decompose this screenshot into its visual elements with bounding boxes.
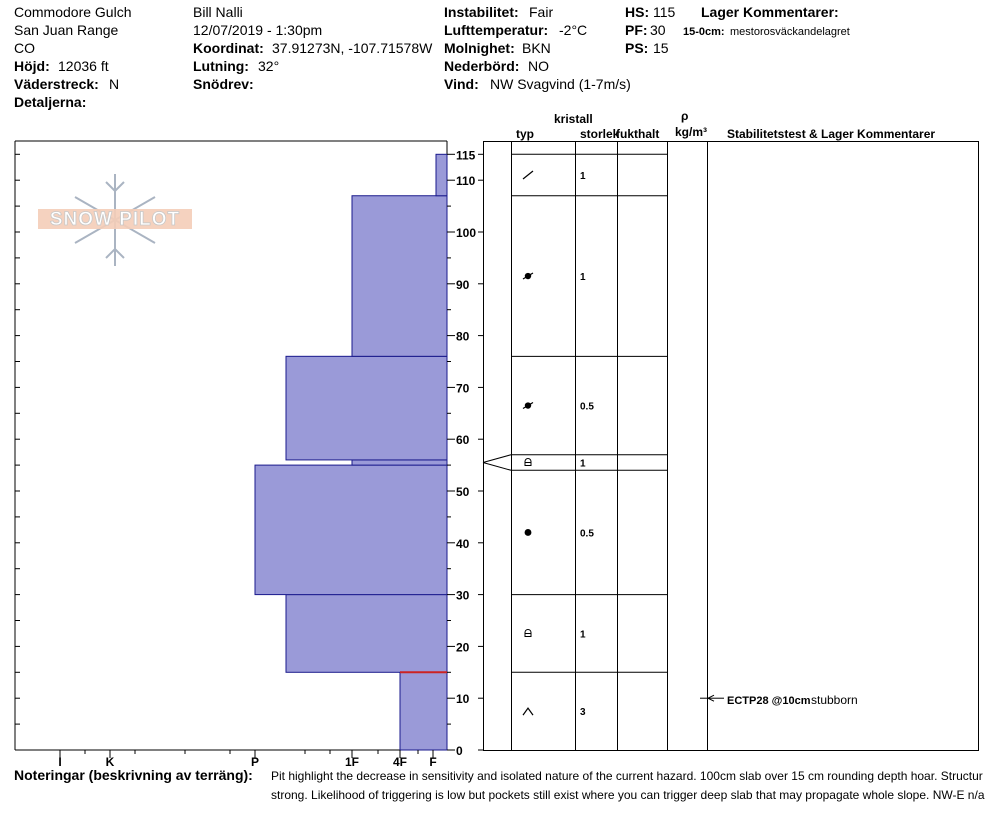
stability: Fair [529,4,554,20]
ps-label: PS: [625,40,649,56]
layer-comment-text: mestorosväckandelagret [730,26,850,38]
col-rho: ρ [681,109,689,123]
wind-label: Vind: [444,76,479,92]
sky: BKN [522,40,551,56]
depth-tick-label: 50 [456,485,470,499]
col-storlek: storlek [580,127,620,141]
depth-tick-label: 100 [456,226,477,240]
ps: 15 [653,40,669,56]
test-result-label: ECTP28 @10cm [727,695,811,707]
hardness-tick-label: 4F [392,755,408,769]
aspect-label: Väderstreck: [14,76,99,92]
state: CO [14,40,35,56]
hs-label: HS: [625,4,650,20]
elevation: 12036 ft [58,58,109,74]
depth-tick-label: 60 [456,433,470,448]
layer-size-1: 1 [580,272,586,284]
depth-tick-label: 115 [456,148,476,163]
layer-size-2: 0.5 [580,401,594,413]
hardness-tick-label: P [250,755,260,769]
logo-text: SNOW PILOT [49,209,181,230]
elevation-label: Höjd: [14,58,50,74]
layer-size-3: 1 [580,458,586,470]
depth-tick-label: 90 [456,277,470,292]
hardness-bar-0 [400,672,447,750]
notes-line-2: strong. Likelihood of triggering is low but pockets still exist where you can trigger deep slab that may propagate whole slope. NW-E n/a [271,788,985,802]
drift-label: Snödrev: [193,76,254,92]
airtemp: -2°C [559,22,588,38]
hardness-tick-label: 1F [344,755,360,769]
hardness-bar-3 [352,460,447,465]
layer-size-0: 1 [580,171,586,183]
notes-label: Noteringar (beskrivning av terräng): [14,767,253,783]
layer-size-4: 0.5 [580,528,594,540]
filled-dot-icon [525,529,532,536]
observer: Bill Nalli [193,4,243,20]
col-typ: typ [516,127,534,141]
hardness-bar-1 [286,595,447,673]
depth-tick-label: 80 [456,329,470,344]
col-fukthalt: fukthalt [616,127,660,141]
depth-tick-label: 0 [456,744,463,758]
depth-tick-label: 10 [456,692,470,707]
depth-tick-label: 20 [456,640,470,655]
layer-size-5: 1 [580,629,586,641]
hs: 115 [653,4,676,20]
layer-connector [483,463,511,471]
depth-tick-label: 30 [456,588,470,603]
layer-size-6: 3 [580,707,586,719]
layer-comment-depth: 15-0cm: [683,26,725,38]
hardness-bar-4 [286,356,447,460]
pf: 30 [650,22,666,38]
precip: NO [528,58,549,74]
depth-tick-label: 40 [456,536,470,551]
slope: 32° [258,58,280,74]
layer-comments-title: Lager Kommentarer: [701,4,839,20]
hardness-tick-label: F [429,755,437,769]
precip-label: Nederbörd: [444,58,520,74]
caret-icon [523,708,533,715]
pf-label: PF: [625,22,648,38]
slope-label: Lutning: [193,58,249,74]
datetime: 12/07/2019 - 1:30pm [193,22,323,38]
depth-tick-label: 110 [456,174,476,189]
hardness-tick-label: I [58,755,62,769]
slash-icon [523,171,533,179]
dot-with-tail-icon [523,273,533,279]
range: San Juan Range [14,22,119,38]
test-result-comment: stubborn [811,693,858,707]
wind: NW Svagvind (1-7m/s) [490,76,631,92]
hardness-bar-5 [352,196,447,357]
hollow-cup-icon [525,459,531,466]
col-kristall: kristall [554,112,593,126]
location: Commodore Gulch [14,4,132,20]
airtemp-label: Lufttemperatur: [444,22,549,38]
hardness-tick-label: K [105,755,115,769]
hardness-bar-6 [436,154,447,195]
depth-tick-label: 70 [456,381,470,396]
coords: 37.91273N, -107.71578W [272,40,433,56]
sky-label: Molnighet: [444,40,515,56]
col-stability-title: Stabilitetstest & Lager Kommentarer [727,127,936,141]
notes-line-1: Pit highlight the decrease in sensitivity and isolated nature of the current hazard. 100cm slab over 15 cm rounding depth hoar. Structur [271,769,983,783]
hollow-cup-icon [525,629,531,636]
coords-label: Koordinat: [193,40,264,56]
aspect: N [109,76,120,92]
hardness-bar-2 [255,465,447,594]
dot-with-tail-icon [523,402,533,408]
layer-connector [483,455,511,463]
details-label: Detaljerna: [14,94,87,110]
col-density-unit: kg/m³ [675,125,708,139]
stability-label: Instabilitet: [444,4,519,20]
